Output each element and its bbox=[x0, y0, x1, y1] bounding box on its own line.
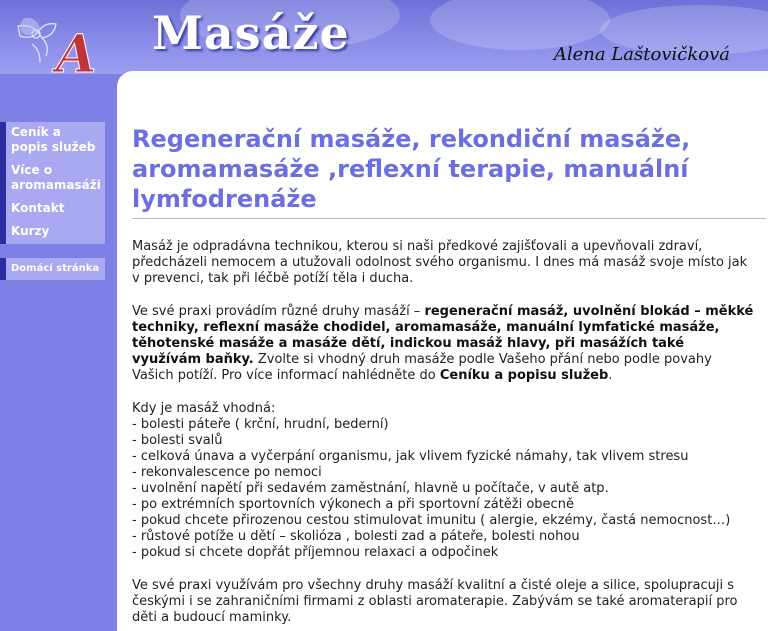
practice-paragraph bbox=[132, 304, 757, 384]
pricing-link[interactable]: Ceníku a popisu služeb bbox=[439, 368, 609, 383]
list-item: - uvolnění napětí při sedavém zaměstnání, hlavně u počítače, v autě atp. bbox=[132, 481, 609, 496]
nav-group bbox=[0, 122, 105, 244]
list-item: - bolesti svalů bbox=[132, 433, 223, 448]
list-item: - růstové potíže u dětí – skolióza , bolesti zad a páteře, bolesti nohou bbox=[132, 529, 580, 544]
cloud-decoration bbox=[430, 0, 610, 50]
list-item: - po extrémních sportovních výkonech a při sportovní zátěži obecně bbox=[132, 497, 574, 512]
sidebar-item-aromamassage[interactable]: Více o aromamasáži bbox=[11, 163, 101, 192]
list-item: - pokud chcete přirozenou cestou stimulovat imunitu ( alergie, ekzémy, častá nemocnost…) bbox=[132, 513, 731, 528]
intro-paragraph: Masáž je odpradávna technikou, kterou si naši předkové zajišťovali a upevňovali zdraví, předcházeli nemocem a utužovali odolnost svého organismu. I dnes má masáž svoje místo jak v prevenci, tak při léčbě potíží těla i ducha. bbox=[132, 239, 748, 286]
list-item: - pokud si chcete dopřát příjemnou relaxaci a odpočinek bbox=[132, 545, 499, 560]
site-logo bbox=[10, 6, 100, 78]
main-content bbox=[132, 124, 757, 626]
indications-list bbox=[132, 401, 757, 561]
page-title: Regenerační masáže, rekondiční masáže, aromamasáže ,reflexní terapie, manuální lymfodrenáže bbox=[132, 125, 691, 213]
list-item: - bolesti páteře ( krční, hrudní, bederní) bbox=[132, 417, 389, 432]
sidebar-item-contact[interactable]: Kontakt bbox=[11, 201, 65, 215]
sidebar-item-home[interactable]: Domácí stránka bbox=[0, 258, 105, 280]
practice-middle: Zvolte si vhodný druh masáže podle Vašeho přání nebo podle povahy Vašich potíží. Pro více informací nahlédněte do bbox=[132, 352, 712, 383]
practice-lead: Ve své praxi provádím různé druhy masáží – bbox=[132, 304, 425, 319]
massage-types: regenerační masáž, uvolnění blokád – měkké techniky, reflexní masáže chodidel, aromamasáže, manuální lymfatické masáže, těhotenské masáže a masáže dětí, indickou masáž hlavy, při masážích také využívám baňky. bbox=[132, 304, 754, 367]
sidebar-item-courses[interactable]: Kurzy bbox=[11, 224, 50, 238]
author-name: Alena Laštovičková bbox=[553, 44, 730, 65]
logo-letter: A bbox=[56, 24, 97, 78]
heading-divider bbox=[132, 218, 766, 219]
sidebar-item-pricing[interactable]: Ceník a popis služeb bbox=[11, 125, 96, 154]
list-item: - celková únava a vyčerpání organismu, jak vlivem fyzické námahy, tak vlivem stresu bbox=[132, 449, 689, 464]
oils-paragraph: Ve své praxi využívám pro všechny druhy masáží kvalitní a čisté oleje a silice, spolupracuji s českými i se zahraničními firmami z oblasti aromaterapie. Zabývám se také aromaterapií pro děti a budoucí maminky. bbox=[132, 578, 738, 625]
list-item: - rekonvalescence po nemoci bbox=[132, 465, 322, 480]
list-title: Kdy je masáž vhodná: bbox=[132, 401, 276, 416]
site-title: Masáže bbox=[152, 6, 350, 60]
practice-end: . bbox=[608, 368, 613, 383]
sidebar-nav bbox=[0, 122, 105, 280]
